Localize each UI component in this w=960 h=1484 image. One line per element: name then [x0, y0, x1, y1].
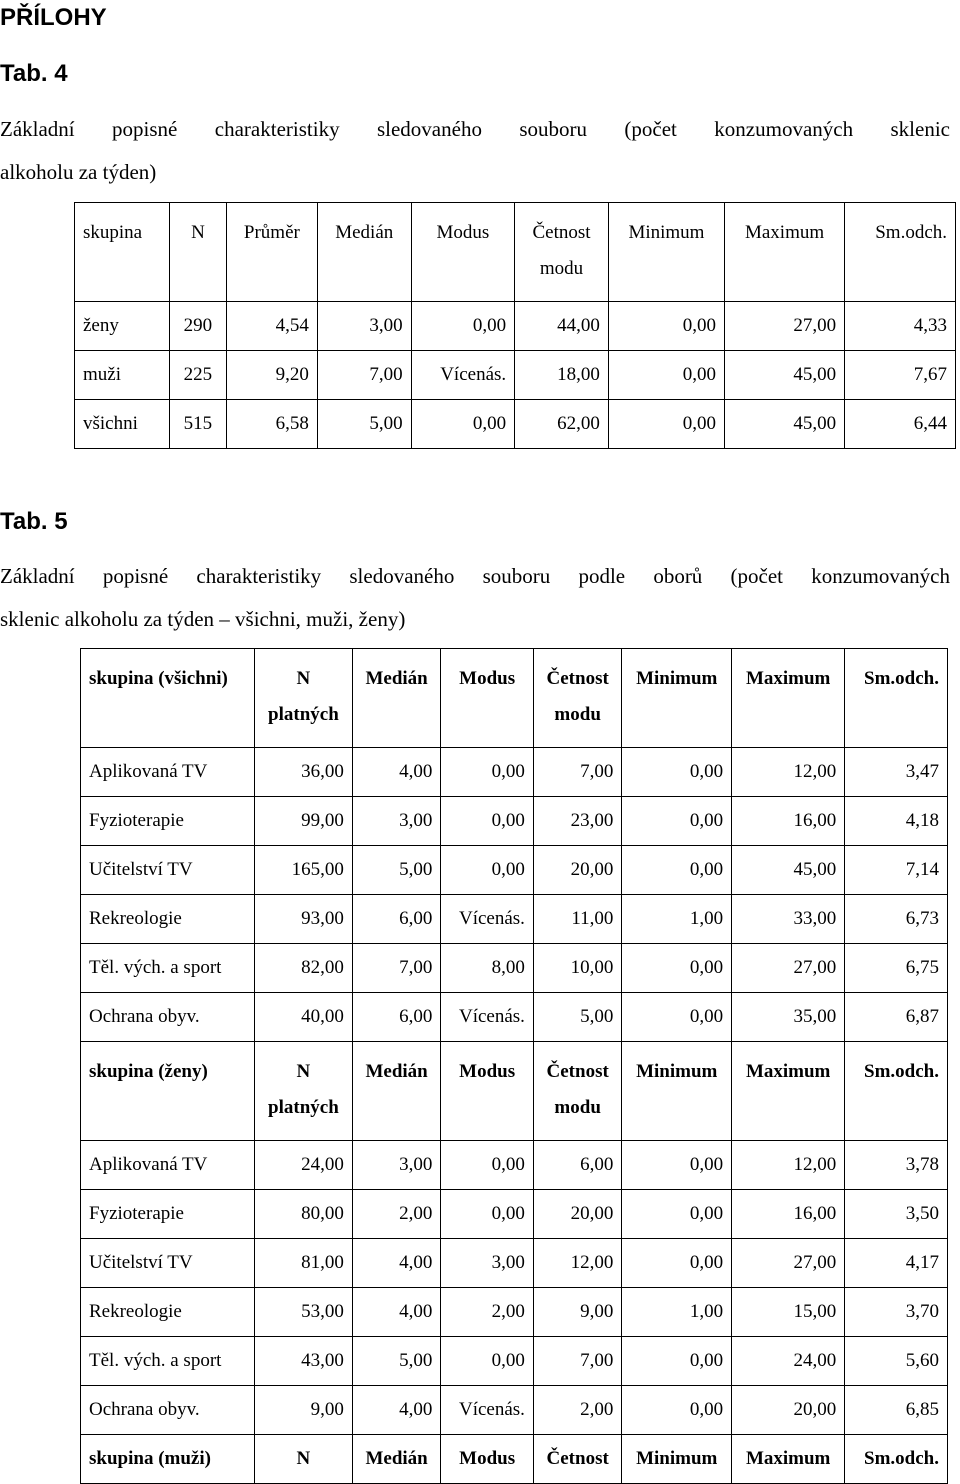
table-cell: 3,00 — [352, 1141, 440, 1190]
table-cell: 4,17 — [845, 1239, 948, 1288]
tab5-header-cell-cetnost — [533, 649, 621, 748]
table-row — [81, 1337, 948, 1386]
table-cell: 36,00 — [254, 748, 352, 797]
table-cell: 6,85 — [845, 1386, 948, 1435]
table-cell: ženy — [75, 302, 170, 351]
tab5-header-cell: Minimum — [622, 1042, 732, 1141]
tab5-header-cell: Modus — [441, 1042, 534, 1141]
table-cell: 10,00 — [533, 944, 621, 993]
table-cell: 62,00 — [515, 400, 609, 449]
table-cell: 20,00 — [533, 1190, 621, 1239]
tab5-header-cell: Modus — [441, 649, 534, 748]
table-cell: 43,00 — [254, 1337, 352, 1386]
table-cell: 165,00 — [254, 846, 352, 895]
table-cell: 0,00 — [441, 1190, 534, 1239]
table-cell: 5,00 — [533, 993, 621, 1042]
table-row — [75, 400, 956, 449]
tab4-header-cell: skupina — [75, 203, 170, 302]
tab5-header-cell: Maximum — [732, 649, 845, 748]
tab5-header-cell: skupina (všichni) — [81, 649, 255, 748]
table-row — [81, 1386, 948, 1435]
tab5-header-cell: Četnost — [533, 1435, 621, 1484]
table-cell: 515 — [170, 400, 227, 449]
table-cell: 6,44 — [845, 400, 956, 449]
table-cell: 3,00 — [441, 1239, 534, 1288]
table-cell: 7,00 — [317, 351, 411, 400]
table-cell: 44,00 — [515, 302, 609, 351]
table-cell: 0,00 — [622, 748, 732, 797]
table-cell: 5,00 — [352, 1337, 440, 1386]
table-cell: 4,33 — [845, 302, 956, 351]
tab5-header-modu: modu — [554, 704, 601, 725]
tab5-header-cell: Sm.odch. — [845, 1435, 948, 1484]
tab4-header-cell: Medián — [317, 203, 411, 302]
tab5-header-cell-n — [254, 649, 352, 748]
table-cell: 4,18 — [845, 797, 948, 846]
table-cell: 0,00 — [411, 400, 515, 449]
table-cell: muži — [75, 351, 170, 400]
tab4-label: Tab. 4 — [0, 60, 68, 87]
tab5-header-cell: Modus — [441, 1435, 534, 1484]
table-cell: 11,00 — [533, 895, 621, 944]
tab5-header-cell: Medián — [352, 1435, 440, 1484]
tab4-header-cetnost: Četnost — [532, 222, 591, 243]
table-cell: Aplikovaná TV — [81, 748, 255, 797]
table-cell: 12,00 — [732, 1141, 845, 1190]
table-cell: Rekreologie — [81, 1288, 255, 1337]
tab5-header-row-muzi — [81, 1435, 948, 1484]
table-cell: 20,00 — [533, 846, 621, 895]
tab5-header-modu: modu — [554, 1097, 601, 1118]
table-cell: 82,00 — [254, 944, 352, 993]
tab5-caption — [0, 555, 950, 641]
table-cell: 20,00 — [732, 1386, 845, 1435]
tab5-caption-line2: sklenic alkoholu za týden – všichni, muži, ženy) — [0, 607, 406, 631]
table-cell: Rekreologie — [81, 895, 255, 944]
tab5-caption-line1: Základní popisné charakteristiky sledovaného souboru podle oborů (počet konzumovaných — [0, 564, 950, 588]
table-cell: 3,70 — [845, 1288, 948, 1337]
table-cell: 45,00 — [725, 351, 845, 400]
table-cell: 5,00 — [352, 846, 440, 895]
tab5-header-cell: Medián — [352, 649, 440, 748]
table-cell: 0,00 — [608, 400, 724, 449]
table-cell: 2,00 — [441, 1288, 534, 1337]
table-row — [81, 748, 948, 797]
table-cell: 6,00 — [533, 1141, 621, 1190]
table-cell: 0,00 — [622, 846, 732, 895]
table-cell: Fyzioterapie — [81, 797, 255, 846]
table-cell: 0,00 — [622, 1239, 732, 1288]
table-cell: Vícenás. — [441, 993, 534, 1042]
table-cell: 9,00 — [254, 1386, 352, 1435]
table-cell: Těl. vých. a sport — [81, 1337, 255, 1386]
table-cell: 6,58 — [226, 400, 317, 449]
table-cell: 4,00 — [352, 748, 440, 797]
table-cell: 24,00 — [254, 1141, 352, 1190]
table-row — [81, 944, 948, 993]
table-cell: 0,00 — [608, 351, 724, 400]
table-cell: 15,00 — [732, 1288, 845, 1337]
tab4-header-cell: Minimum — [608, 203, 724, 302]
table-cell: 0,00 — [441, 1337, 534, 1386]
tab5-header-cell: Maximum — [732, 1042, 845, 1141]
table-row — [81, 1288, 948, 1337]
table-cell: 7,14 — [845, 846, 948, 895]
table-cell: 7,00 — [533, 748, 621, 797]
table-cell: 12,00 — [533, 1239, 621, 1288]
tab4-header-cell: N — [170, 203, 227, 302]
table-cell: 45,00 — [732, 846, 845, 895]
tab5-header-cetnost: Četnost — [546, 1061, 609, 1082]
table-row — [81, 846, 948, 895]
table-cell: 3,00 — [317, 302, 411, 351]
table-row — [81, 1141, 948, 1190]
table-cell: 8,00 — [441, 944, 534, 993]
table-cell: 7,67 — [845, 351, 956, 400]
tab5-header-cetnost: Četnost — [546, 668, 609, 689]
table-cell: 0,00 — [622, 944, 732, 993]
table-cell: 6,75 — [845, 944, 948, 993]
table-cell: 6,73 — [845, 895, 948, 944]
table-cell: Těl. vých. a sport — [81, 944, 255, 993]
table-cell: 2,00 — [533, 1386, 621, 1435]
tab4-header-row — [75, 203, 956, 302]
table-cell: 0,00 — [622, 797, 732, 846]
table-cell: 0,00 — [441, 1141, 534, 1190]
table-cell: 27,00 — [725, 302, 845, 351]
tab5-header-cell-n — [254, 1042, 352, 1141]
tab5-header-row-zeny — [81, 1042, 948, 1141]
table-cell: 24,00 — [732, 1337, 845, 1386]
table-cell: 3,00 — [352, 797, 440, 846]
table-cell: 27,00 — [732, 1239, 845, 1288]
table-cell: Učitelství TV — [81, 1239, 255, 1288]
tab4-table — [74, 202, 956, 449]
table-cell: Vícenás. — [411, 351, 515, 400]
table-cell: 4,00 — [352, 1288, 440, 1337]
table-cell: 80,00 — [254, 1190, 352, 1239]
table-cell: 0,00 — [622, 1190, 732, 1239]
table-cell: 0,00 — [441, 797, 534, 846]
tab5-header-cell: skupina (muži) — [81, 1435, 255, 1484]
table-cell: 0,00 — [622, 1386, 732, 1435]
table-cell: 16,00 — [732, 797, 845, 846]
table-cell: 23,00 — [533, 797, 621, 846]
table-cell: 0,00 — [622, 993, 732, 1042]
tab5-header-cell: skupina (ženy) — [81, 1042, 255, 1141]
table-cell: 290 — [170, 302, 227, 351]
table-cell: 12,00 — [732, 748, 845, 797]
table-row — [75, 351, 956, 400]
table-cell: 7,00 — [352, 944, 440, 993]
table-cell: Vícenás. — [441, 895, 534, 944]
table-cell: 1,00 — [622, 1288, 732, 1337]
tab5-header-cell: Minimum — [622, 1435, 732, 1484]
table-cell: 4,00 — [352, 1239, 440, 1288]
table-cell: 45,00 — [725, 400, 845, 449]
table-cell: 40,00 — [254, 993, 352, 1042]
table-cell: Fyzioterapie — [81, 1190, 255, 1239]
table-cell: 2,00 — [352, 1190, 440, 1239]
tab4-caption-line2: alkoholu za týden) — [0, 160, 157, 184]
table-row — [81, 1239, 948, 1288]
tab5-header-cell: Sm.odch. — [845, 1042, 948, 1141]
table-row — [81, 895, 948, 944]
tab5-header-cell-cetnost — [533, 1042, 621, 1141]
table-cell: 3,50 — [845, 1190, 948, 1239]
table-cell: 3,47 — [845, 748, 948, 797]
table-cell: 6,00 — [352, 993, 440, 1042]
tab4-header-cell: Modus — [411, 203, 515, 302]
tab4-header-cell: Průměr — [226, 203, 317, 302]
tab4-header-cell: Sm.odch. — [845, 203, 956, 302]
table-cell: 0,00 — [441, 846, 534, 895]
tab5-header-cell: Medián — [352, 1042, 440, 1141]
tab4-header-cell: Maximum — [725, 203, 845, 302]
tab5-header-cell: Minimum — [622, 649, 732, 748]
table-cell: Aplikovaná TV — [81, 1141, 255, 1190]
table-cell: 53,00 — [254, 1288, 352, 1337]
table-cell: Ochrana obyv. — [81, 993, 255, 1042]
table-cell: 5,00 — [317, 400, 411, 449]
tab5-header-n: N — [296, 668, 311, 689]
table-row — [81, 993, 948, 1042]
table-cell: 1,00 — [622, 895, 732, 944]
table-cell: 0,00 — [608, 302, 724, 351]
tab4-caption-line1: Základní popisné charakteristiky sledovaného souboru (počet konzumovaných sklenic — [0, 117, 950, 141]
table-cell: 6,00 — [352, 895, 440, 944]
table-cell: 35,00 — [732, 993, 845, 1042]
table-cell: 3,78 — [845, 1141, 948, 1190]
table-cell: 7,00 — [533, 1337, 621, 1386]
table-cell: 81,00 — [254, 1239, 352, 1288]
tab5-header-platnych: platných — [268, 1097, 339, 1118]
table-cell: 6,87 — [845, 993, 948, 1042]
table-cell: 9,20 — [226, 351, 317, 400]
table-cell: 16,00 — [732, 1190, 845, 1239]
table-cell: 0,00 — [441, 748, 534, 797]
tab5-header-cell: Maximum — [732, 1435, 845, 1484]
table-cell: 93,00 — [254, 895, 352, 944]
tab5-header-cell: Sm.odch. — [845, 649, 948, 748]
tab5-header-cell: N — [254, 1435, 352, 1484]
table-cell: 4,00 — [352, 1386, 440, 1435]
table-cell: 0,00 — [411, 302, 515, 351]
tab5-header-n: N — [296, 1061, 311, 1082]
table-cell: Učitelství TV — [81, 846, 255, 895]
table-cell: 0,00 — [622, 1337, 732, 1386]
table-row — [81, 1190, 948, 1239]
tab5-header-row-vsichni — [81, 649, 948, 748]
table-cell: 0,00 — [622, 1141, 732, 1190]
table-cell: 18,00 — [515, 351, 609, 400]
tab5-label: Tab. 5 — [0, 508, 68, 535]
table-cell: 99,00 — [254, 797, 352, 846]
table-cell: Vícenás. — [441, 1386, 534, 1435]
table-row — [75, 302, 956, 351]
table-cell: 4,54 — [226, 302, 317, 351]
page-heading: PŘÍLOHY — [0, 4, 107, 31]
table-row — [81, 797, 948, 846]
tab4-header-modu: modu — [539, 258, 584, 279]
table-cell: 27,00 — [732, 944, 845, 993]
table-cell: Ochrana obyv. — [81, 1386, 255, 1435]
tab4-header-cell-cetnost — [515, 203, 609, 302]
table-cell: 33,00 — [732, 895, 845, 944]
table-cell: 9,00 — [533, 1288, 621, 1337]
table-cell: 5,60 — [845, 1337, 948, 1386]
tab4-caption — [0, 108, 950, 194]
tab5-header-platnych: platných — [268, 704, 339, 725]
table-cell: všichni — [75, 400, 170, 449]
table-cell: 225 — [170, 351, 227, 400]
tab5-table — [80, 648, 948, 1484]
